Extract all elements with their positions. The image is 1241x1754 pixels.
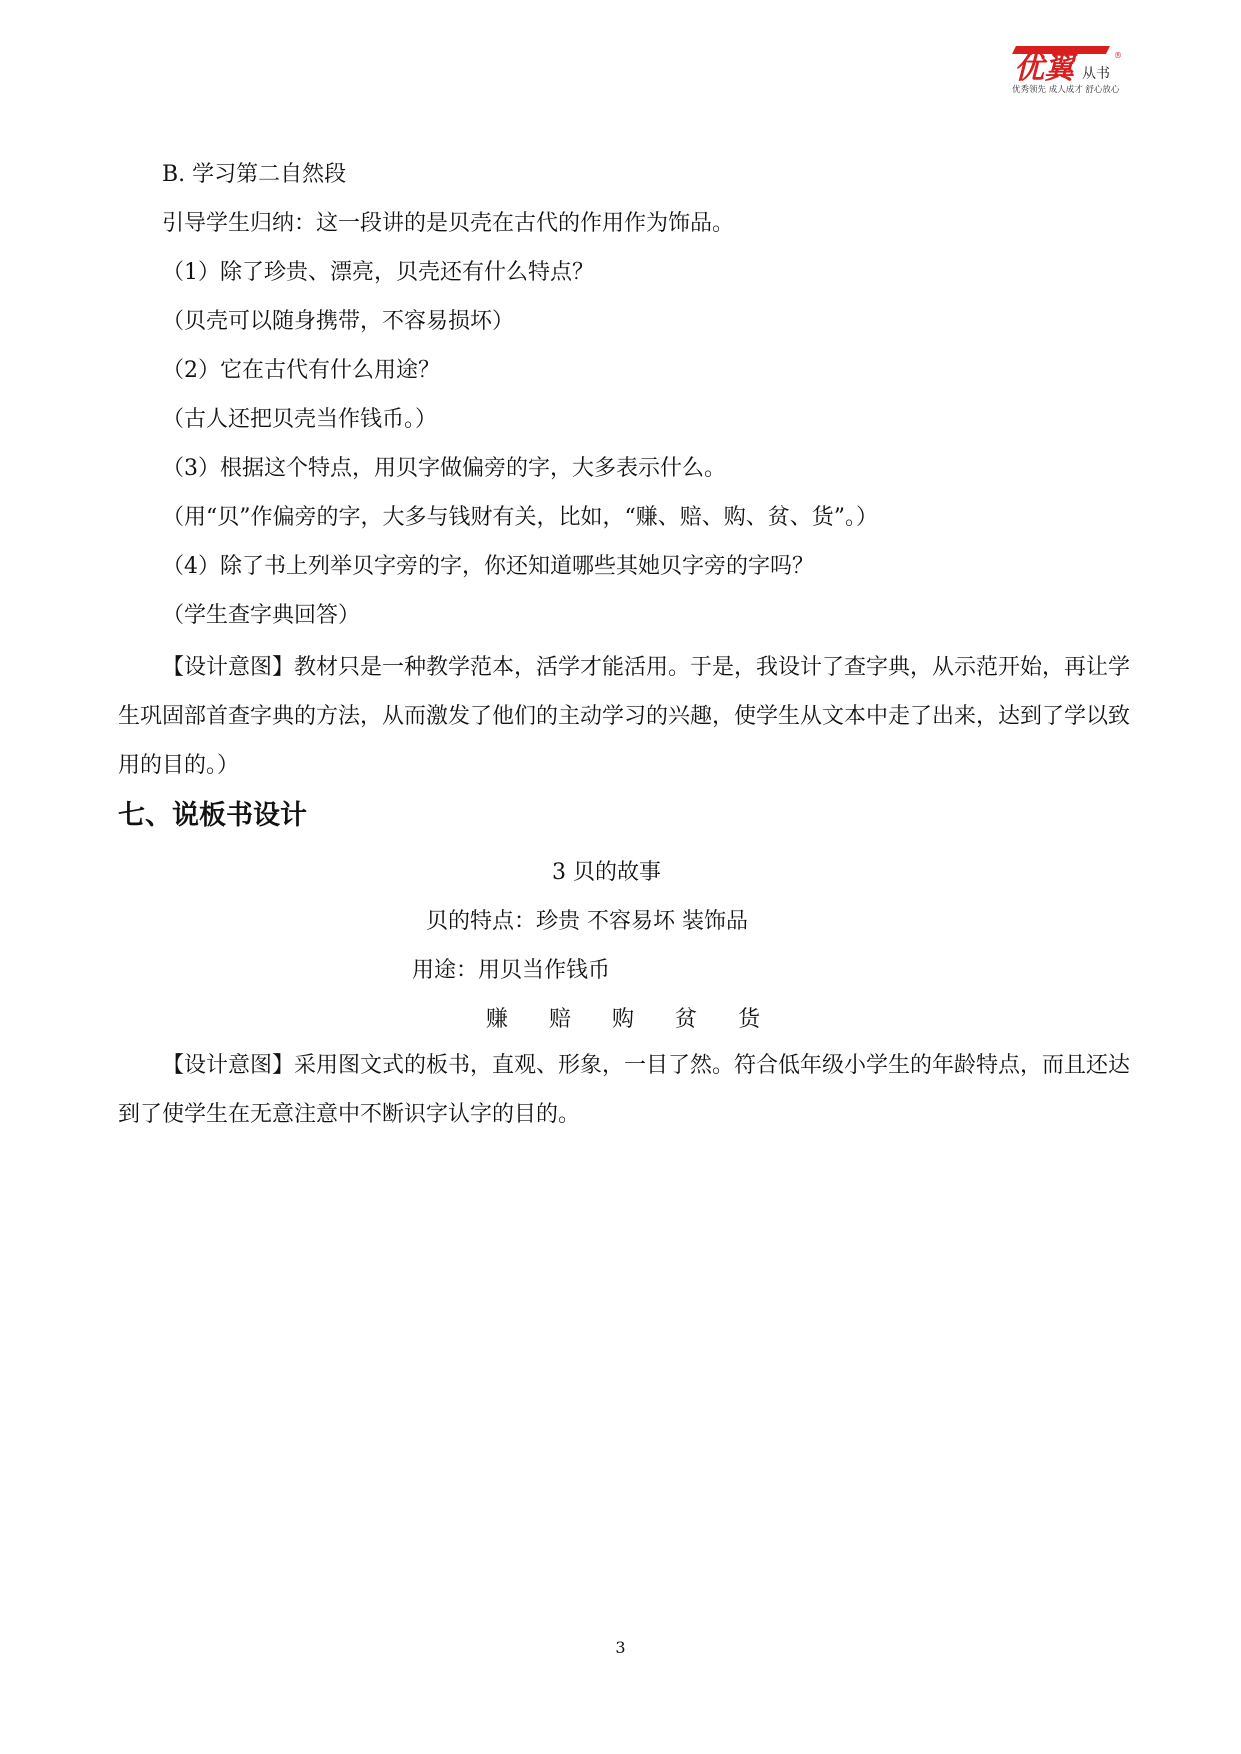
question-1: （1）除了珍贵、漂亮，贝壳还有什么特点？ (162, 260, 594, 285)
answer-1: （贝壳可以随身携带，不容易损坏） (162, 309, 515, 334)
design-intent-paragraph-2: 【设计意图】采用图文式的板书，直观、形象，一目了然。符合低年级小学生的年龄特点，而且还达到了使学生在无意注意中不断识字认字的目的。 (118, 1053, 1131, 1127)
subsection-title: B. 学习第二自然段 (162, 162, 347, 187)
answer-3: （用“贝”作偏旁的字，大多与钱财有关，比如，“赚、赔、购、贫、货”。） (162, 505, 878, 530)
answer-4: （学生查字典回答） (162, 603, 361, 628)
logo-graphic (1010, 40, 1130, 96)
board-char: 赚 (486, 1007, 509, 1032)
logo-tagline: 优秀领先 成人成才 舒心放心 (1012, 85, 1120, 95)
question-4: （4）除了书上列举贝字旁的字，你还知道哪些其她贝字旁的字吗？ (162, 554, 814, 579)
publisher-logo (1010, 40, 1130, 96)
design-intent-paragraph-1: 【设计意图】教材只是一种教学范本，活学才能活用。于是，我设计了查字典，从示范开始，再让学生巩固部首查字典的方法，从而激发了他们的主动学习的兴趣，使学生从文本中走了出来，达到了学以致用的目的。） (118, 655, 1131, 778)
board-char: 贫 (675, 1007, 698, 1032)
board-features: 贝的特点：珍贵 不容易坏 装饰品 (426, 909, 748, 934)
svg-text:®: ® (1114, 51, 1122, 60)
summary-line: 引导学生归纳：这一段讲的是贝壳在古代的作用作为饰品。 (162, 211, 735, 236)
board-char: 赔 (549, 1007, 572, 1032)
page-number: 3 (615, 1638, 626, 1657)
question-2: （2）它在古代有什么用途？ (162, 358, 440, 383)
logo-main-text: 优翼 (1014, 51, 1074, 86)
board-char: 购 (612, 1007, 635, 1032)
board-characters (486, 1005, 794, 1035)
board-title: 3 贝的故事 (552, 860, 661, 885)
answer-2: （古人还把贝壳当作钱币。） (162, 407, 438, 432)
board-char: 货 (738, 1007, 761, 1032)
section-heading: 七、说板书设计 (118, 800, 307, 831)
board-usage: 用途：用贝当作钱币 (412, 958, 611, 983)
logo-suffix-text: 从书 (1082, 66, 1110, 82)
question-3: （3）根据这个特点，用贝字做偏旁的字，大多表示什么。 (162, 456, 726, 481)
